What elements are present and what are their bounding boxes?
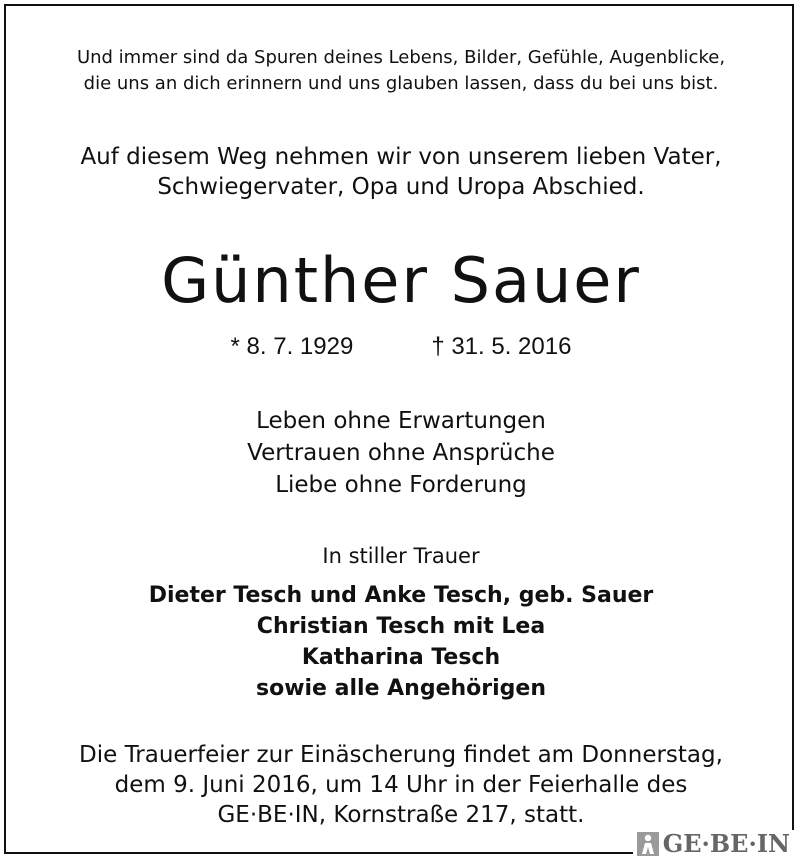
verse-line-2: Vertrauen ohne Ansprüche: [247, 440, 555, 466]
obituary-frame: [4, 4, 794, 854]
service-line-2: dem 9. Juni 2016, um 14 Uhr in der Feierhalle des: [114, 772, 688, 798]
life-dates: [6, 332, 796, 362]
mourning-label: In stiller Trauer: [322, 544, 480, 568]
quote-line-2: die uns an dich erinnern und uns glauben lassen, dass du bei uns bist.: [83, 73, 719, 94]
birth-date: * 8. 7. 1929: [230, 333, 354, 360]
mourner-line-3: Katharina Tesch: [301, 645, 501, 670]
intro-line-2: Schwiegervater, Opa und Uropa Abschied.: [157, 174, 645, 200]
death-date: † 31. 5. 2016: [431, 333, 572, 360]
figure-logo-icon: [637, 832, 659, 856]
mourner-line-4: sowie alle Angehörigen: [255, 676, 547, 701]
service-line-1: Die Trauerfeier zur Einäscherung findet am Donnerstag,: [79, 742, 723, 768]
verse-line-3: Liebe ohne Forderung: [275, 472, 527, 498]
gebein-logo: [633, 830, 794, 858]
verse-line-1: Leben ohne Erwartungen: [256, 408, 546, 434]
service-line-3: GE·BE·IN, Kornstraße 217, statt.: [217, 802, 585, 828]
deceased-name: Günther Sauer: [161, 244, 641, 317]
logo-text: GE·BE·IN: [662, 829, 790, 858]
mourner-line-1: Dieter Tesch und Anke Tesch, geb. Sauer: [148, 583, 654, 608]
intro-line-1: Auf diesem Weg nehmen wir von unserem lieben Vater,: [80, 144, 722, 170]
quote-line-1: Und immer sind da Spuren deines Lebens, Bilder, Gefühle, Augenblicke,: [76, 47, 726, 68]
mourner-line-2: Christian Tesch mit Lea: [256, 614, 546, 639]
